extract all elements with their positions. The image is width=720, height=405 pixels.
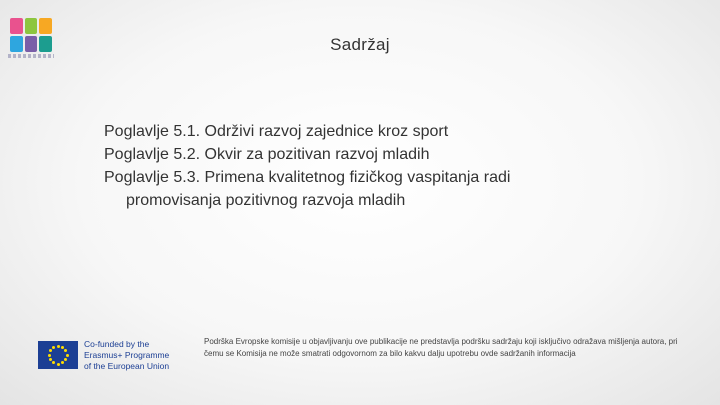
toc-item-5-2: Poglavlje 5.2. Okvir za pozitivan razvoj mladih [104, 146, 430, 163]
eu-star-icon [57, 345, 60, 348]
logo-tile [25, 18, 38, 34]
eu-star-icon [61, 361, 64, 364]
eu-flag-icon [38, 341, 78, 369]
eu-text-line2: Erasmus+ Programme [84, 350, 170, 360]
table-of-contents [104, 120, 624, 212]
erasmus-cofunded-logo [38, 333, 178, 371]
toc-item-5-3-continued: promovisanja pozitivnog razvoja mladih [126, 192, 406, 209]
logo-tile [39, 18, 52, 34]
logo-tile [10, 18, 23, 34]
eu-star-icon [66, 354, 69, 357]
eu-cofunded-text [84, 339, 169, 372]
eu-star-icon [57, 363, 60, 366]
eu-star-icon [52, 346, 55, 349]
eu-star-icon [49, 358, 52, 361]
toc-item-5-3: Poglavlje 5.3. Primena kvalitetnog fizičkog vaspitanja radi [104, 169, 511, 186]
disclaimer-text: Podrška Evropske komisije u objavljivanju ove publikacije ne predstavlja podršku sadržaju koji isključivo odražava mišljenja autora, pri čemu se Komisija ne može smatrati odgovornom za bilo kakvu dalju upotrebu ovde sadržanih informacija [204, 337, 678, 358]
toc-item-5-1: Poglavlje 5.1. Održivi razvoj zajednice kroz sport [104, 123, 449, 140]
eu-star-icon [64, 358, 67, 361]
eu-text-line1: Co-funded by the [84, 339, 150, 349]
eu-star-icon [52, 361, 55, 364]
eu-star-icon [64, 349, 67, 352]
eu-text-line3: of the European Union [84, 361, 170, 371]
eu-star-icon [49, 349, 52, 352]
eu-star-icon [61, 346, 64, 349]
slide-title: Sadržaj [330, 35, 390, 54]
eu-star-icon [48, 354, 51, 357]
